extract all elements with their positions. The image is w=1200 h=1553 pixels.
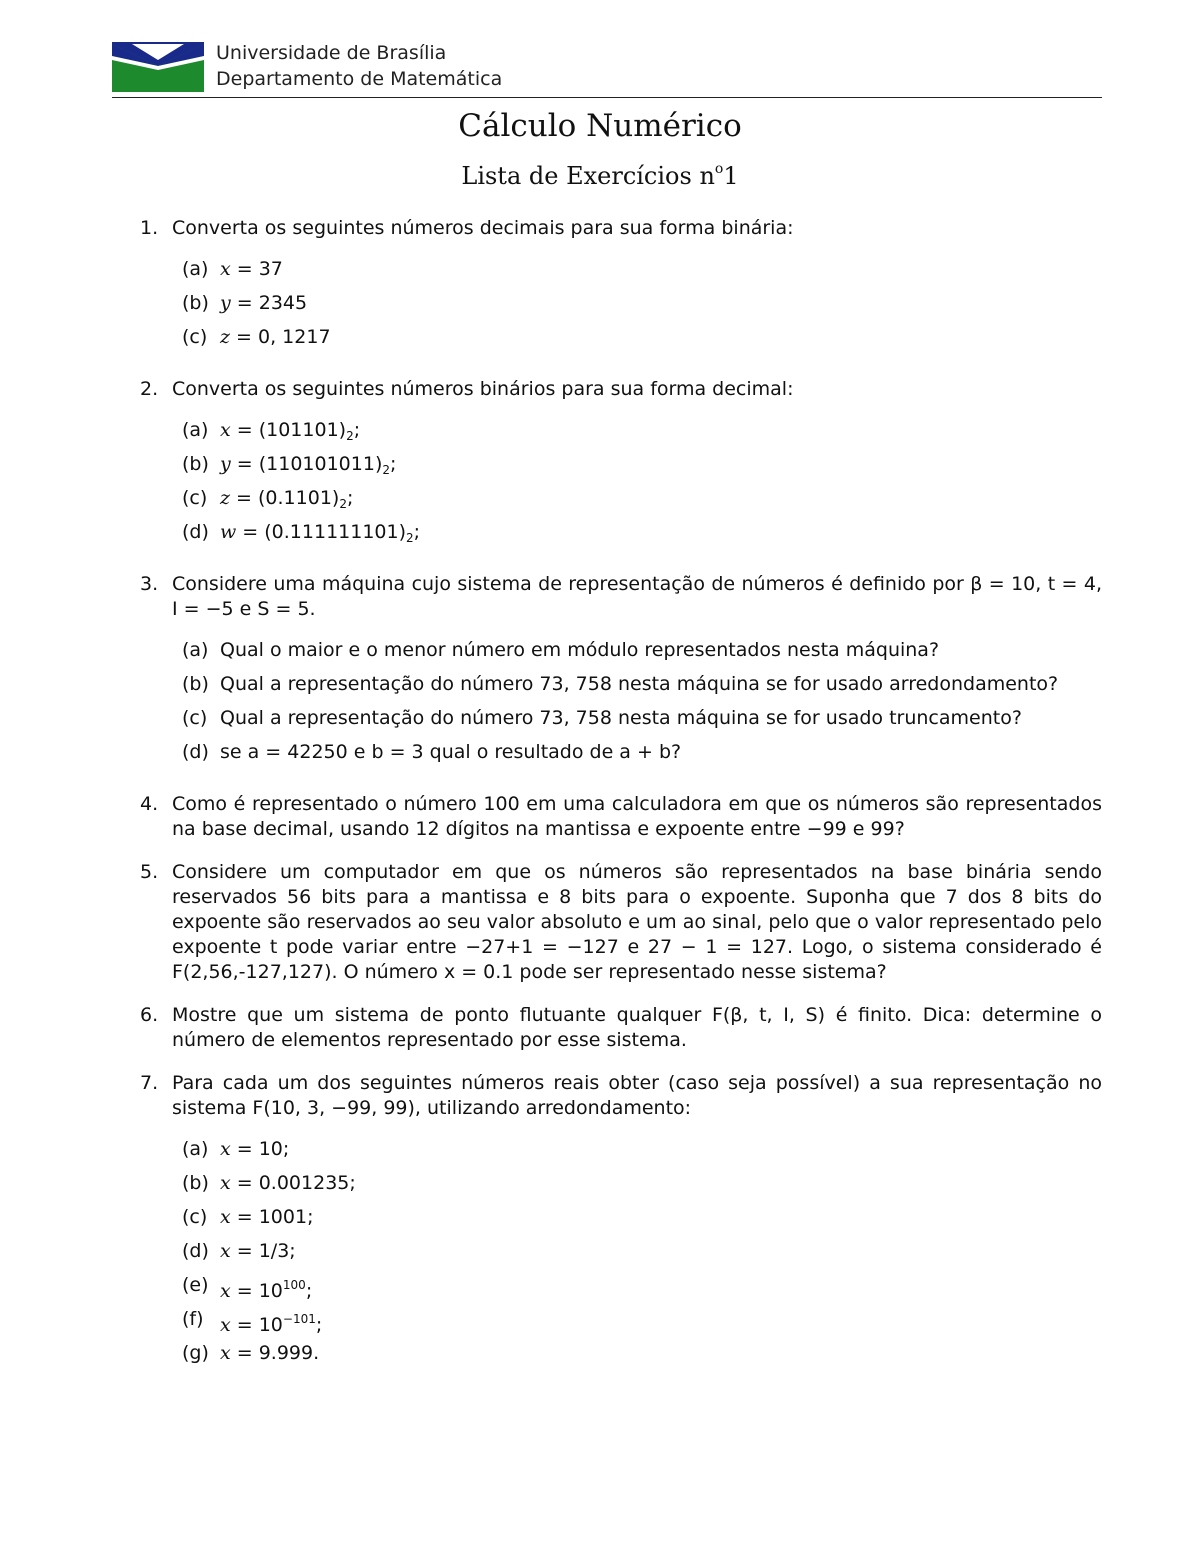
item-expression: = (0.111111101) — [236, 521, 407, 543]
item-variable: z — [220, 326, 231, 348]
question-4 — [140, 792, 1102, 842]
item-variable: x — [220, 419, 231, 441]
question-number: 1. — [140, 217, 159, 239]
item-superscript: 100 — [282, 1278, 306, 1292]
item-label: (a) — [182, 639, 209, 661]
question-5 — [140, 860, 1102, 985]
question-item — [182, 1205, 1102, 1239]
item-text: Qual o maior e o menor número em módulo representados nesta máquina? — [220, 639, 940, 661]
question-item — [182, 672, 1102, 706]
item-expression: = 0.001235; — [230, 1172, 356, 1194]
item-text: Qual a representação do número 73, 758 nesta máquina se for usado truncamento? — [220, 707, 1022, 729]
item-label: (a) — [182, 258, 209, 280]
item-variable: x — [220, 1342, 231, 1364]
question-text: Considere um computador em que os números são representados na base binária sendo reservados 56 bits para a mantissa e 8 bits para o expoente. Suponha que 7 dos 8 bits do expoente são reservados ao seu valor absoluto e um ao sinal, pelo que o valor representado pelo expoente t pode variar entre −27+1 = −127 e 27 − 1 = 127. Logo, o sistema considerado é F(2,56,-127,127). O número x = 0.1 pode ser representado nesse sistema? — [172, 861, 1102, 983]
header-rule — [112, 97, 1102, 98]
item-label: (c) — [182, 487, 208, 509]
item-expression: = (110101011) — [230, 453, 383, 475]
question-item — [182, 1341, 1102, 1375]
item-label: (b) — [182, 453, 209, 475]
subtitle-text: Lista de Exercícios n — [461, 162, 715, 190]
question-3 — [140, 572, 1102, 774]
item-expression: = 37 — [230, 258, 283, 280]
item-subscript: 2 — [382, 463, 390, 477]
item-label: (g) — [182, 1342, 209, 1364]
item-subscript: 2 — [339, 497, 347, 511]
question-text: Como é representado o número 100 em uma calculadora em que os números são representados na base decimal, usando 12 dígitos na mantissa e expoente entre −99 e 99? — [172, 793, 1102, 840]
question-item — [182, 1273, 1102, 1307]
question-number: 3. — [140, 573, 159, 595]
question-number: 4. — [140, 793, 159, 815]
item-variable: x — [220, 1138, 231, 1160]
item-label: (b) — [182, 673, 209, 695]
item-expression: = 2345 — [230, 292, 308, 314]
item-end: ; — [413, 521, 421, 543]
item-variable: x — [220, 1314, 231, 1336]
item-expression: = (101101) — [230, 419, 347, 441]
question-items — [182, 1137, 1102, 1375]
question-1 — [140, 216, 1102, 359]
item-end: ; — [315, 1314, 323, 1336]
item-expression: = 10 — [230, 1280, 283, 1302]
item-variable: x — [220, 1172, 231, 1194]
item-end: ; — [305, 1280, 313, 1302]
item-label: (d) — [182, 521, 209, 543]
item-label: (c) — [182, 1206, 208, 1228]
item-expression: = 0, 1217 — [230, 326, 331, 348]
item-variable: y — [220, 453, 231, 475]
question-text: Para cada um dos seguintes números reais obter (caso seja possível) a sua representação no sistema F(10, 3, −99, 99), utilizando arredondamento: — [172, 1072, 1102, 1119]
item-label: (c) — [182, 326, 208, 348]
question-item — [182, 1137, 1102, 1171]
item-label: (b) — [182, 1172, 209, 1194]
question-2 — [140, 377, 1102, 554]
item-label: (d) — [182, 741, 209, 763]
question-list — [140, 216, 1102, 1393]
item-variable: x — [220, 258, 231, 280]
question-item — [182, 257, 1102, 291]
item-subscript: 2 — [346, 429, 354, 443]
question-items — [182, 418, 1102, 554]
question-item — [182, 1307, 1102, 1341]
question-items — [182, 257, 1102, 359]
question-6 — [140, 1003, 1102, 1053]
item-variable: x — [220, 1280, 231, 1302]
item-expression: = 10; — [230, 1138, 290, 1160]
document-subtitle — [0, 154, 1200, 193]
header-text — [216, 40, 502, 92]
item-label: (f) — [182, 1308, 204, 1330]
question-text: Converta os seguintes números decimais para sua forma binária: — [172, 217, 794, 239]
item-label: (a) — [182, 1138, 209, 1160]
question-number: 2. — [140, 378, 159, 400]
item-variable: z — [220, 487, 231, 509]
item-end: ; — [390, 453, 397, 475]
item-label: (a) — [182, 419, 209, 441]
item-variable: w — [220, 521, 237, 543]
item-expression: = 9.999. — [230, 1342, 320, 1364]
question-item — [182, 486, 1102, 520]
university-name: Universidade de Brasília — [216, 42, 447, 64]
question-text: Considere uma máquina cujo sistema de representação de números é definido por β = 10, t = 4, I = −5 e S = 5. — [172, 573, 1102, 620]
question-7 — [140, 1071, 1102, 1375]
item-variable: x — [220, 1240, 231, 1262]
item-expression: = (0.1101) — [230, 487, 340, 509]
question-item — [182, 1239, 1102, 1273]
item-label: (c) — [182, 707, 208, 729]
question-item — [182, 638, 1102, 672]
question-number: 7. — [140, 1072, 159, 1094]
subtitle-sup: o — [714, 161, 724, 177]
item-expression: = 10 — [230, 1314, 283, 1336]
item-superscript: −101 — [282, 1312, 316, 1326]
question-text: Converta os seguintes números binários para sua forma decimal: — [172, 378, 794, 400]
item-variable: y — [220, 292, 231, 314]
subtitle-number: 1 — [723, 162, 739, 190]
question-items — [182, 638, 1102, 774]
item-variable: x — [220, 1206, 231, 1228]
unb-logo — [112, 42, 204, 92]
question-text: Mostre que um sistema de ponto flutuante qualquer F(β, t, I, S) é finito. Dica: determine o número de elementos representado por esse sistema. — [172, 1004, 1102, 1051]
question-number: 6. — [140, 1004, 159, 1026]
department-name: Departamento de Matemática — [216, 68, 503, 90]
question-number: 5. — [140, 861, 159, 883]
document-title: Cálculo Numérico — [458, 108, 742, 144]
question-item — [182, 706, 1102, 740]
item-text: se a = 42250 e b = 3 qual o resultado de a + b? — [220, 741, 682, 763]
question-item — [182, 1171, 1102, 1205]
item-label: (d) — [182, 1240, 209, 1262]
question-item — [182, 740, 1102, 774]
item-expression: = 1001; — [230, 1206, 314, 1228]
item-subscript: 2 — [406, 531, 414, 545]
question-item — [182, 452, 1102, 486]
item-expression: = 1/3; — [230, 1240, 296, 1262]
question-item — [182, 325, 1102, 359]
header — [112, 40, 1102, 98]
question-item — [182, 520, 1102, 554]
item-label: (e) — [182, 1274, 209, 1296]
item-end: ; — [346, 487, 354, 509]
item-text: Qual a representação do número 73, 758 nesta máquina se for usado arredondamento? — [220, 673, 1059, 695]
question-item — [182, 418, 1102, 452]
item-end: ; — [353, 419, 361, 441]
item-label: (b) — [182, 292, 209, 314]
question-item — [182, 291, 1102, 325]
